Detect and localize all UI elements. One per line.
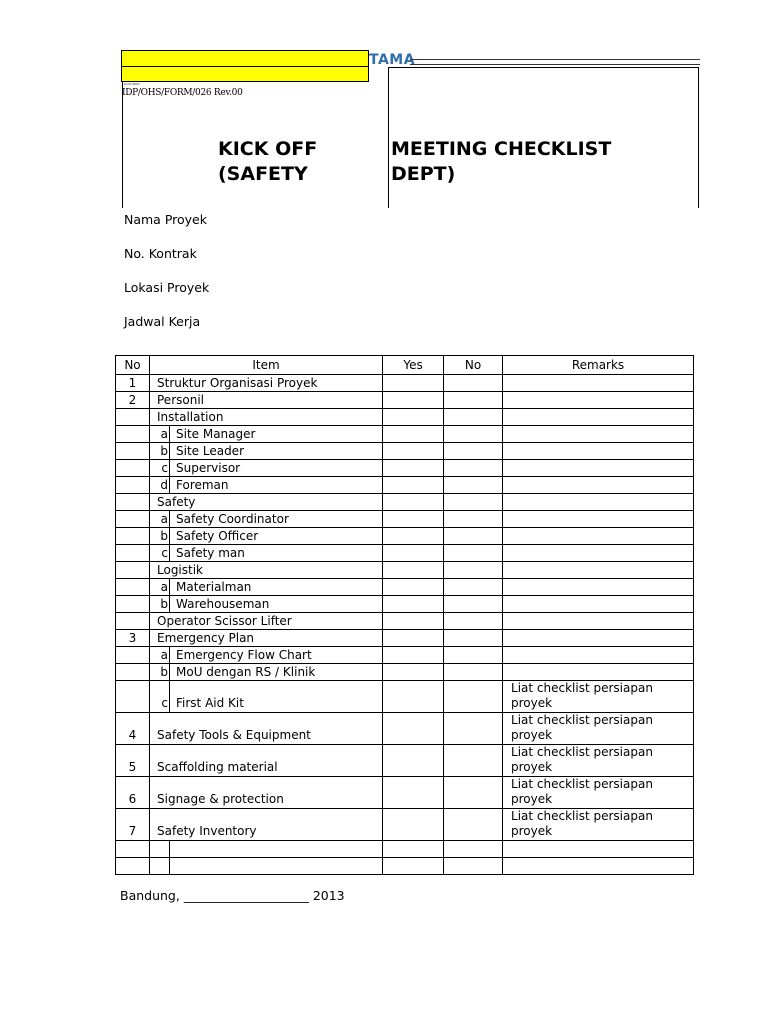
row-number bbox=[116, 613, 150, 630]
row-remarks: Liat checklist persiapan proyek bbox=[503, 809, 694, 841]
row-sub-letter: a bbox=[150, 426, 170, 443]
row-number bbox=[116, 579, 150, 596]
row-item: Scaffolding material bbox=[150, 745, 383, 777]
row-sub-letter: b bbox=[150, 596, 170, 613]
yes-checkbox-cell bbox=[383, 664, 444, 681]
blank-cell bbox=[503, 841, 694, 858]
no-checkbox-cell bbox=[444, 562, 503, 579]
table-row bbox=[116, 809, 694, 841]
yes-checkbox-cell bbox=[383, 613, 444, 630]
project-name-label: Nama Proyek bbox=[124, 212, 207, 227]
blank-row bbox=[116, 858, 694, 875]
row-remarks bbox=[503, 579, 694, 596]
logo-rule bbox=[410, 59, 700, 60]
blank-cell bbox=[383, 841, 444, 858]
row-remarks bbox=[503, 562, 694, 579]
no-checkbox-cell bbox=[444, 392, 503, 409]
row-number bbox=[116, 511, 150, 528]
yes-checkbox-cell bbox=[383, 562, 444, 579]
work-schedule-label: Jadwal Kerja bbox=[124, 314, 201, 329]
yes-checkbox-cell bbox=[383, 713, 444, 745]
no-checkbox-cell bbox=[444, 777, 503, 809]
no-checkbox-cell bbox=[444, 545, 503, 562]
table-row bbox=[116, 392, 694, 409]
table-row bbox=[116, 777, 694, 809]
table-row bbox=[116, 745, 694, 777]
row-item: Safety Inventory bbox=[150, 809, 383, 841]
blank-cell bbox=[170, 841, 383, 858]
no-checkbox-cell bbox=[444, 409, 503, 426]
row-remarks bbox=[503, 426, 694, 443]
row-remarks bbox=[503, 460, 694, 477]
signature-city: Bandung, bbox=[120, 888, 180, 903]
row-sub-letter: a bbox=[150, 511, 170, 528]
row-remarks bbox=[503, 477, 694, 494]
document-title-right bbox=[391, 137, 611, 187]
row-number bbox=[116, 426, 150, 443]
table-row bbox=[116, 443, 694, 460]
row-item: Site Manager bbox=[170, 426, 383, 443]
row-number bbox=[116, 443, 150, 460]
yes-checkbox-cell bbox=[383, 426, 444, 443]
blank-cell bbox=[383, 858, 444, 875]
row-item: Logistik bbox=[150, 562, 383, 579]
table-row bbox=[116, 409, 694, 426]
row-sub-letter: c bbox=[150, 460, 170, 477]
project-location-label: Lokasi Proyek bbox=[124, 280, 210, 295]
header-border bbox=[122, 82, 123, 208]
no-checkbox-cell bbox=[444, 630, 503, 647]
row-item: Safety Coordinator bbox=[170, 511, 383, 528]
blank-cell bbox=[444, 858, 503, 875]
table-row bbox=[116, 477, 694, 494]
no-checkbox-cell bbox=[444, 579, 503, 596]
row-remarks bbox=[503, 613, 694, 630]
no-checkbox-cell bbox=[444, 613, 503, 630]
col-header-no: No bbox=[116, 356, 150, 375]
row-item: Signage & protection bbox=[150, 777, 383, 809]
row-remarks bbox=[503, 443, 694, 460]
row-number: 7 bbox=[116, 809, 150, 841]
table-row bbox=[116, 375, 694, 392]
table-row bbox=[116, 630, 694, 647]
row-sub-letter: a bbox=[150, 579, 170, 596]
blank-cell bbox=[150, 858, 170, 875]
row-item: Materialman bbox=[170, 579, 383, 596]
no-checkbox-cell bbox=[444, 494, 503, 511]
row-number bbox=[116, 528, 150, 545]
table-row bbox=[116, 664, 694, 681]
row-number bbox=[116, 596, 150, 613]
no-checkbox-cell bbox=[444, 681, 503, 713]
table-row bbox=[116, 545, 694, 562]
row-item: Installation bbox=[150, 409, 383, 426]
table-row bbox=[116, 613, 694, 630]
row-number: 1 bbox=[116, 375, 150, 392]
checklist-table bbox=[115, 355, 694, 875]
yes-checkbox-cell bbox=[383, 443, 444, 460]
signature-blank: ____________________ bbox=[183, 888, 309, 903]
table-header-row bbox=[116, 356, 694, 375]
yes-checkbox-cell bbox=[383, 409, 444, 426]
yes-checkbox-cell bbox=[383, 579, 444, 596]
table-row bbox=[116, 460, 694, 477]
yes-checkbox-cell bbox=[383, 511, 444, 528]
yes-checkbox-cell bbox=[383, 745, 444, 777]
row-remarks: Liat checklist persiapan proyek bbox=[503, 681, 694, 713]
row-item: Struktur Organisasi Proyek bbox=[150, 375, 383, 392]
title-line: DEPT) bbox=[391, 163, 456, 185]
table-row bbox=[116, 494, 694, 511]
row-number bbox=[116, 647, 150, 664]
row-remarks bbox=[503, 375, 694, 392]
logo-rule bbox=[410, 64, 700, 65]
no-checkbox-cell bbox=[444, 664, 503, 681]
no-checkbox-cell bbox=[444, 460, 503, 477]
row-remarks bbox=[503, 630, 694, 647]
yes-checkbox-cell bbox=[383, 375, 444, 392]
table-row bbox=[116, 562, 694, 579]
row-remarks bbox=[503, 511, 694, 528]
yes-checkbox-cell bbox=[383, 630, 444, 647]
document-title-left bbox=[218, 137, 317, 187]
no-checkbox-cell bbox=[444, 809, 503, 841]
row-number bbox=[116, 409, 150, 426]
yes-checkbox-cell bbox=[383, 392, 444, 409]
header-border bbox=[388, 67, 389, 208]
row-item: Foreman bbox=[170, 477, 383, 494]
company-logo-text: TAMA bbox=[369, 52, 416, 68]
yes-checkbox-cell bbox=[383, 494, 444, 511]
row-remarks bbox=[503, 494, 694, 511]
no-checkbox-cell bbox=[444, 745, 503, 777]
row-number bbox=[116, 477, 150, 494]
header-border bbox=[698, 67, 699, 208]
row-remarks bbox=[503, 664, 694, 681]
row-sub-letter: d bbox=[150, 477, 170, 494]
yes-checkbox-cell bbox=[383, 477, 444, 494]
table-row bbox=[116, 713, 694, 745]
col-header-item: Item bbox=[150, 356, 383, 375]
yes-checkbox-cell bbox=[383, 460, 444, 477]
row-sub-letter: b bbox=[150, 528, 170, 545]
blank-cell bbox=[170, 858, 383, 875]
no-checkbox-cell bbox=[444, 443, 503, 460]
row-number bbox=[116, 681, 150, 713]
header-divider bbox=[121, 66, 369, 67]
row-number bbox=[116, 664, 150, 681]
row-remarks bbox=[503, 409, 694, 426]
no-checkbox-cell bbox=[444, 426, 503, 443]
row-item: Site Leader bbox=[170, 443, 383, 460]
row-sub-letter: c bbox=[150, 681, 170, 713]
blank-cell bbox=[116, 841, 150, 858]
table-row bbox=[116, 426, 694, 443]
form-code: IDP/OHS/FORM/026 Rev.00 bbox=[122, 88, 243, 98]
no-checkbox-cell bbox=[444, 596, 503, 613]
row-remarks bbox=[503, 545, 694, 562]
yes-checkbox-cell bbox=[383, 596, 444, 613]
col-header-no-check: No bbox=[444, 356, 503, 375]
yes-checkbox-cell bbox=[383, 545, 444, 562]
row-item: Safety Officer bbox=[170, 528, 383, 545]
blank-cell bbox=[150, 841, 170, 858]
row-item: Operator Scissor Lifter bbox=[150, 613, 383, 630]
table-row bbox=[116, 647, 694, 664]
row-remarks bbox=[503, 647, 694, 664]
row-number bbox=[116, 460, 150, 477]
row-number: 2 bbox=[116, 392, 150, 409]
row-sub-letter: c bbox=[150, 545, 170, 562]
signature-year: 2013 bbox=[312, 888, 345, 903]
row-number: 3 bbox=[116, 630, 150, 647]
row-item: Warehouseman bbox=[170, 596, 383, 613]
title-line: MEETING CHECKLIST bbox=[391, 138, 612, 160]
row-item: Safety bbox=[150, 494, 383, 511]
row-remarks: Liat checklist persiapan proyek bbox=[503, 745, 694, 777]
row-item: Safety Tools & Equipment bbox=[150, 713, 383, 745]
no-checkbox-cell bbox=[444, 647, 503, 664]
row-number: 4 bbox=[116, 713, 150, 745]
row-remarks bbox=[503, 392, 694, 409]
row-remarks: Liat checklist persiapan proyek bbox=[503, 777, 694, 809]
title-line: KICK OFF bbox=[218, 138, 318, 160]
col-header-remarks: Remarks bbox=[503, 356, 694, 375]
table-row bbox=[116, 596, 694, 613]
row-item: Safety man bbox=[170, 545, 383, 562]
row-remarks: Liat checklist persiapan proyek bbox=[503, 713, 694, 745]
row-number: 5 bbox=[116, 745, 150, 777]
signature-line bbox=[120, 888, 345, 903]
table-row bbox=[116, 579, 694, 596]
row-number bbox=[116, 494, 150, 511]
row-remarks bbox=[503, 528, 694, 545]
title-line: (SAFETY bbox=[218, 163, 308, 185]
row-remarks bbox=[503, 596, 694, 613]
no-checkbox-cell bbox=[444, 713, 503, 745]
no-checkbox-cell bbox=[444, 511, 503, 528]
yes-checkbox-cell bbox=[383, 528, 444, 545]
row-item: Emergency Flow Chart bbox=[170, 647, 383, 664]
row-sub-letter: b bbox=[150, 664, 170, 681]
yes-checkbox-cell bbox=[383, 777, 444, 809]
table-row bbox=[116, 681, 694, 713]
yes-checkbox-cell bbox=[383, 647, 444, 664]
blank-row bbox=[116, 841, 694, 858]
col-header-yes: Yes bbox=[383, 356, 444, 375]
row-number bbox=[116, 562, 150, 579]
row-item: MoU dengan RS / Klinik bbox=[170, 664, 383, 681]
row-item: Emergency Plan bbox=[150, 630, 383, 647]
header-border bbox=[389, 67, 699, 68]
row-item: Supervisor bbox=[170, 460, 383, 477]
document-label: DOKUMEN bbox=[124, 82, 140, 86]
yes-checkbox-cell bbox=[383, 681, 444, 713]
no-checkbox-cell bbox=[444, 375, 503, 392]
blank-cell bbox=[116, 858, 150, 875]
no-checkbox-cell bbox=[444, 477, 503, 494]
row-number bbox=[116, 545, 150, 562]
row-number: 6 bbox=[116, 777, 150, 809]
no-checkbox-cell bbox=[444, 528, 503, 545]
blank-cell bbox=[444, 841, 503, 858]
contract-no-label: No. Kontrak bbox=[124, 246, 197, 261]
row-item: Personil bbox=[150, 392, 383, 409]
yes-checkbox-cell bbox=[383, 809, 444, 841]
row-sub-letter: b bbox=[150, 443, 170, 460]
row-item: First Aid Kit bbox=[170, 681, 383, 713]
blank-cell bbox=[503, 858, 694, 875]
table-row bbox=[116, 511, 694, 528]
row-sub-letter: a bbox=[150, 647, 170, 664]
table-row bbox=[116, 528, 694, 545]
